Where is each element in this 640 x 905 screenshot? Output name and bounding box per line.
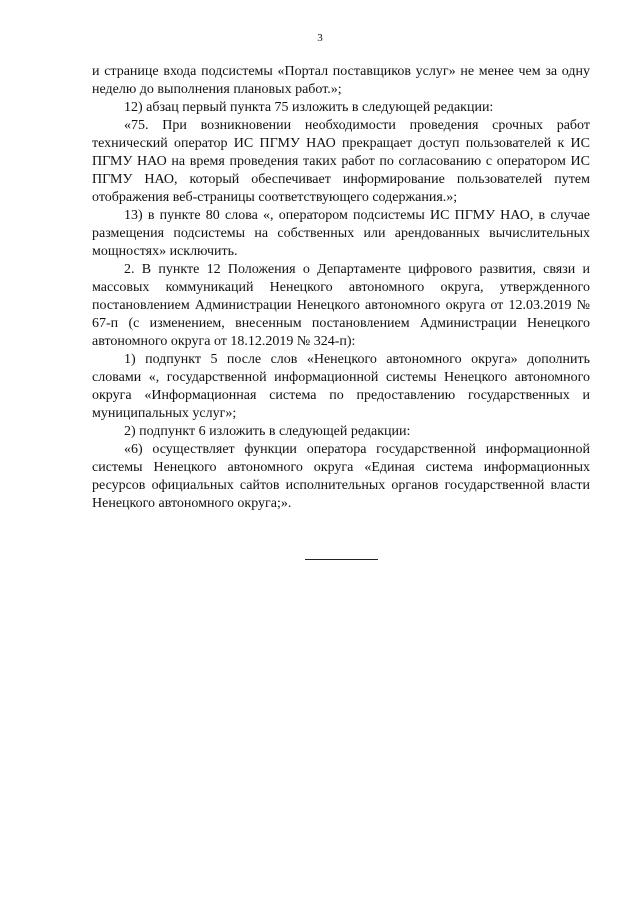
paragraph-continuation: и странице входа подсистемы «Портал поставщиков услуг» не менее чем за одну неделю до выполнения плановых работ.»; <box>92 64 590 97</box>
end-separator-line <box>305 559 378 560</box>
paragraph-item-13: 13) в пункте 80 слова «, оператором подсистемы ИС ПГМУ НАО, в случае размещения подсистемы на собственных или арендованных вычислительных мощностях» исключить. <box>92 208 590 259</box>
page-number: 3 <box>317 32 323 44</box>
paragraph-item-12: 12) абзац первый пункта 75 изложить в следующей редакции: <box>124 100 494 115</box>
paragraph-quote-75: «75. При возникновении необходимости проведения срочных работ технический оператор ИС ПГМУ НАО прекращает доступ пользователей к ИС ПГМУ НАО на время проведения таких работ по согласованию с оператором ИС ПГМУ НАО, который обеспечивает информирование пользователей путем отображения веб-страницы соответствующего содержания.»; <box>92 118 590 205</box>
paragraph-section-2: 2. В пункте 12 Положения о Департаменте цифрового развития, связи и массовых коммуникаций Ненецкого автономного округа, утвержденного постановлением Администрации Ненецкого автономного округа от 12.03.2019 № 67-п (с изменением, внесенным постановлением Администрации Ненецкого автономного округа от 18.12.2019 № 324-п): <box>92 262 590 349</box>
paragraph-quote-6: «6) осуществляет функции оператора государственной информационной системы Ненецкого автономного округа «Единая система информационных ресурсов официальных сайтов исполнительных органов государственной власти Ненецкого автономного округа;». <box>92 442 590 511</box>
paragraph-subitem-1: 1) подпункт 5 после слов «Ненецкого автономного округа» дополнить словами «, государственной информационной системы Ненецкого автономного округа «Информационная система по предоставлению государственных и муниципальных услуг»; <box>92 352 590 421</box>
paragraph-subitem-2: 2) подпункт 6 изложить в следующей редакции: <box>124 424 411 439</box>
document-body <box>92 63 590 513</box>
